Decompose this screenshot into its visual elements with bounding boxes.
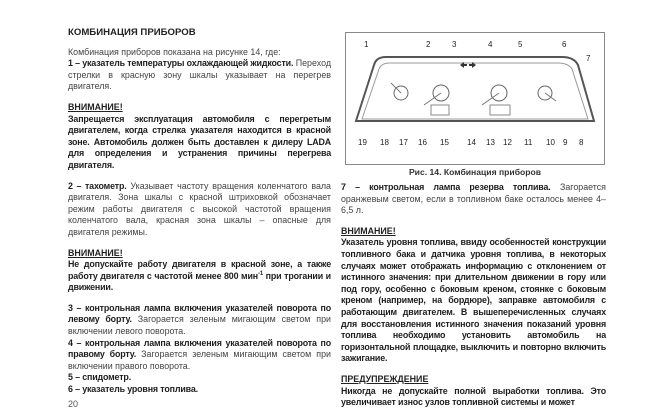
- section-title: КОМБИНАЦИЯ ПРИБОРОВ: [68, 27, 196, 38]
- callout-17: 17: [399, 138, 408, 147]
- figure-caption: Рис. 14. Комбинация приборов: [408, 167, 542, 177]
- callout-16: 16: [418, 138, 427, 147]
- warning3-text: Указатель уровня топлива, ввиду особенностей конструкции топливного бака и датчика уровня топлива, в некоторых случаях может отображать информацию с отклонением от истинного значения: при длительном движении в гору или под гору, особенно с боковым креном, стоянке с боковым креном (например, на бордюре), заправке автомобиля с работающим двигателем. В вышеперечисленных случаях для восстановления истинного значения показаний уровня топлива необходимо установить автомобиль на горизонтальной площадке, выключить и повторно включить зажигание.: [341, 237, 606, 364]
- item5-term: 5 – спидометр.: [68, 372, 132, 383]
- callout-7: 7: [586, 54, 591, 63]
- intro-paragraph: [68, 47, 331, 93]
- right-column: [341, 182, 606, 409]
- callout-11: 11: [524, 138, 533, 147]
- instrument-cluster-figure: [345, 32, 605, 165]
- warning3-heading: ВНИМАНИЕ!: [341, 225, 396, 236]
- page-number: 20: [68, 398, 79, 409]
- item6-term: 6 – указатель уровня топлива.: [68, 384, 198, 395]
- callout-18: 18: [380, 138, 389, 147]
- warning2: [68, 248, 331, 294]
- callout-2: 2: [426, 40, 431, 49]
- callout-3: 3: [452, 40, 457, 49]
- callout-10: 10: [546, 138, 555, 147]
- callout-8: 8: [579, 138, 584, 147]
- caution: [341, 374, 606, 409]
- item1-text: Переход стрелки в красную зону шкалы указывает на перегрев двигателя.: [68, 58, 331, 92]
- callout-4: 4: [488, 40, 493, 49]
- warning2-sup: -1: [257, 270, 264, 277]
- callout-14: 14: [467, 138, 476, 147]
- callout-1: 1: [364, 40, 369, 49]
- items3-6: [68, 303, 331, 396]
- item7-term: 7 – контрольная лампа резерва топлива.: [341, 182, 551, 192]
- callout-12: 12: [503, 138, 512, 147]
- warning2-text-b: при трогании и движении.: [68, 270, 331, 293]
- warning3: [341, 226, 606, 365]
- item7-paragraph: [341, 182, 606, 217]
- callout-15: 15: [440, 138, 449, 147]
- item2-text: Указывает частоту вращения коленчатого вала двигателя. Зона шкалы с красной штриховкой обозначает режим работы двигателя с высокой частотой вращения коленчатого вала, красная зона шкалы – опасные для двигателя режимы.: [68, 180, 331, 237]
- warning1-text: Запрещается эксплуатация автомобиля с перегретым двигателем, когда стрелка указателя находится в красной зоне. Автомобиль должен быть доставлен к дилеру LADA для определения и устранения причины перегрева двигателя.: [68, 113, 331, 170]
- callout-9: 9: [563, 138, 568, 147]
- callout-19: 19: [358, 138, 367, 147]
- callout-6: 6: [562, 40, 567, 49]
- item4-term: 4 – контрольная лампа включения указателей поворота по правому борту.: [68, 337, 331, 360]
- item2-paragraph: [68, 181, 331, 239]
- warning1: [68, 102, 331, 172]
- item4-text: Загорается зеленым мигающим светом при включении правого поворота.: [68, 349, 331, 371]
- warning2-heading: ВНИМАНИЕ!: [68, 247, 123, 258]
- instrument-cluster-drawing: [346, 33, 604, 164]
- callout-5: 5: [518, 40, 523, 49]
- warning2-text-a: Не допускайте работу двигателя в красной зоне, а также работу двигателя с частотой менее 800 мин: [68, 259, 331, 281]
- left-column: [68, 27, 331, 410]
- caution-heading: ПРЕДУПРЕЖДЕНИЕ: [341, 373, 429, 384]
- warning1-heading: ВНИМАНИЕ!: [68, 101, 123, 112]
- intro-text: Комбинация приборов показана на рисунке 14, где:: [68, 46, 281, 57]
- callout-13: 13: [486, 138, 495, 147]
- item3-text: Загорается зеленым мигающим светом при включении левого поворота.: [68, 314, 331, 337]
- item1-term: 1 – указатель температуры охлаждающей жидкости.: [68, 58, 294, 69]
- item7-text: Загорается оранжевым светом, если в топливном баке осталось менее 4–6,5 л.: [341, 182, 606, 216]
- item3-term: 3 – контрольная лампа включения указателей поворота по левому борту.: [68, 302, 331, 325]
- caution-text: Никогда не допускайте полной выработки топлива. Это увеличивает износ узлов топливной системы и может: [341, 385, 606, 408]
- item2-term: 2 – тахометр.: [68, 180, 127, 191]
